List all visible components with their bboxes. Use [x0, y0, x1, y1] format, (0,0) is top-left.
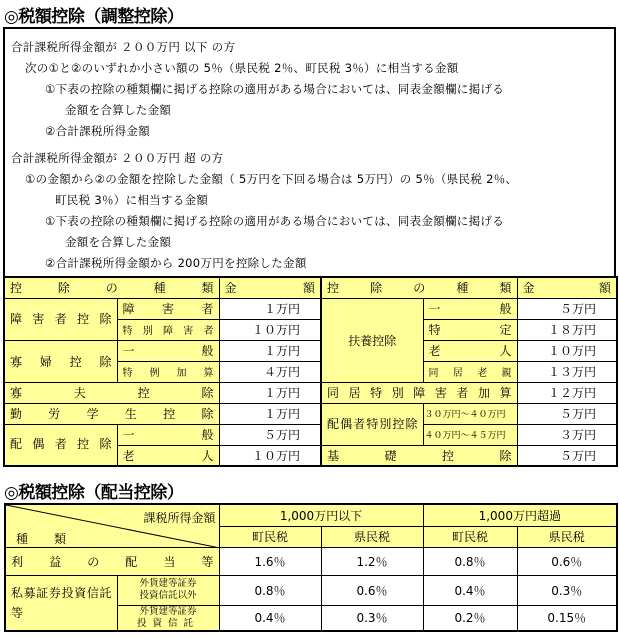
amount: ５万円 [517, 403, 617, 424]
header-amount: 金額 [219, 277, 321, 298]
adjustment-deduction-table [3, 276, 618, 467]
desc-line: 次の①と②のいずれか小さい額の 5％（県民税 2％、町民税 3％）に相当する金額 [25, 61, 459, 75]
rate: 0.8％ [219, 575, 321, 605]
desc-line: ①下表の控除の種類欄に掲げる控除の適用がある場合においては、同表金額欄に掲げる [45, 82, 505, 96]
adjustment-deduction-title: ◎税額控除（調整控除） [4, 7, 184, 27]
label: 障害者 [117, 298, 219, 319]
desc-line: 合計課税所得金額が ２００万円 以下 の方 [11, 40, 236, 54]
sub-label [117, 605, 219, 631]
label: ３０万円～４０万円 [423, 403, 517, 424]
amount: １０万円 [517, 340, 617, 361]
rate: 0.3％ [517, 575, 617, 605]
dividend-deduction-table [4, 503, 618, 632]
desc-line: ①の金額から②の金額を控除した金額（ 5万円を下回る場合は 5万円）の 5％（県民税 2％、 [25, 172, 518, 186]
corner-header [5, 504, 219, 547]
label: 一般 [423, 298, 517, 319]
town-tax-header: 町民税 [423, 526, 517, 547]
label: ４０万円～４５万円 [423, 424, 517, 445]
label: 老人 [117, 445, 219, 466]
rate: 0.3％ [321, 605, 423, 631]
label: 一般 [117, 340, 219, 361]
pref-tax-header: 県民税 [517, 526, 617, 547]
bracket-under: 1,000万円以下 [219, 504, 423, 526]
desc-line: ②合計課税所得金額 [45, 124, 151, 138]
label: 特定 [423, 319, 517, 340]
amount: １０万円 [219, 319, 321, 340]
rate: 0.15％ [517, 605, 617, 631]
dependent-deduction: 扶養控除 [321, 298, 423, 382]
label: 特別障害者 [117, 319, 219, 340]
rate: 0.8％ [423, 547, 517, 575]
desc-line: ②合計課税所得金額から 200万円を控除した金額 [45, 256, 307, 270]
label: 特例加算 [117, 361, 219, 382]
adjustment-description [3, 27, 616, 277]
rate: 0.4％ [423, 575, 517, 605]
amount: １０万円 [219, 445, 321, 466]
header-amount: 金額 [517, 277, 617, 298]
header-kind: 控除の種類 [4, 277, 219, 298]
rate: 0.6％ [517, 547, 617, 575]
desc-line: 金額を合算した金額 [65, 103, 172, 117]
working-student-deduction: 勤労学生控除 [4, 403, 219, 424]
amount: ５万円 [517, 298, 617, 319]
sub-label-line: 投資信託以外 [139, 590, 197, 601]
bracket-over: 1,000万円超過 [423, 504, 617, 526]
special-spouse-deduction: 配偶者特別控除 [321, 403, 423, 445]
amount: １３万円 [517, 361, 617, 382]
amount: ４万円 [219, 361, 321, 382]
corner-bottom-label: 種類 [16, 532, 93, 546]
desc-line: 金額を合算した金額 [65, 235, 172, 249]
profit-dividend-label: 利益の配当等 [5, 547, 219, 575]
header-kind: 控除の種類 [321, 277, 517, 298]
private-securities-label: 私募証券投資信託等 [5, 575, 117, 631]
amount: ５万円 [219, 424, 321, 445]
sub-label-line: 外貨建等証券 [139, 578, 197, 589]
label: 一般 [117, 424, 219, 445]
amount: １万円 [219, 382, 321, 403]
sub-label-line: 外貨建等証券 [139, 605, 197, 617]
basic-deduction: 基礎控除 [321, 445, 517, 466]
town-tax-header: 町民税 [219, 526, 321, 547]
amount: １万円 [219, 403, 321, 424]
amount: １２万円 [517, 382, 617, 403]
rate: 1.2％ [321, 547, 423, 575]
amount: ５万円 [517, 445, 617, 466]
disabled-deduction: 障害者控除 [4, 298, 117, 340]
label: 同居老親 [423, 361, 517, 382]
label: 老人 [423, 340, 517, 361]
spouse-deduction: 配偶者控除 [4, 424, 117, 466]
widow-deduction: 寡婦控除 [4, 340, 117, 382]
amount: １８万円 [517, 319, 617, 340]
rate: 0.2％ [423, 605, 517, 631]
amount: １万円 [219, 340, 321, 361]
desc-line: ①下表の控除の種類欄に掲げる控除の適用がある場合においては、同表金額欄に掲げる [45, 214, 505, 228]
amount: ３万円 [517, 424, 617, 445]
desc-line: 町民税 3％）に相当する金額 [55, 193, 209, 207]
rate: 1.6％ [219, 547, 321, 575]
amount: １万円 [219, 298, 321, 319]
corner-top-label: 課税所得金額 [143, 511, 216, 525]
cohabiting-disabled-addition: 同居特別障害者加算 [321, 382, 517, 403]
widower-deduction: 寡夫控除 [4, 382, 219, 403]
sub-label-line: 投資信託 [136, 617, 199, 629]
rate: 0.6％ [321, 575, 423, 605]
rate: 0.4％ [219, 605, 321, 631]
sub-label [117, 575, 219, 605]
dividend-deduction-title: ◎税額控除（配当控除） [4, 483, 184, 503]
desc-line: 合計課税所得金額が ２００万円 超 の方 [11, 151, 224, 165]
pref-tax-header: 県民税 [321, 526, 423, 547]
